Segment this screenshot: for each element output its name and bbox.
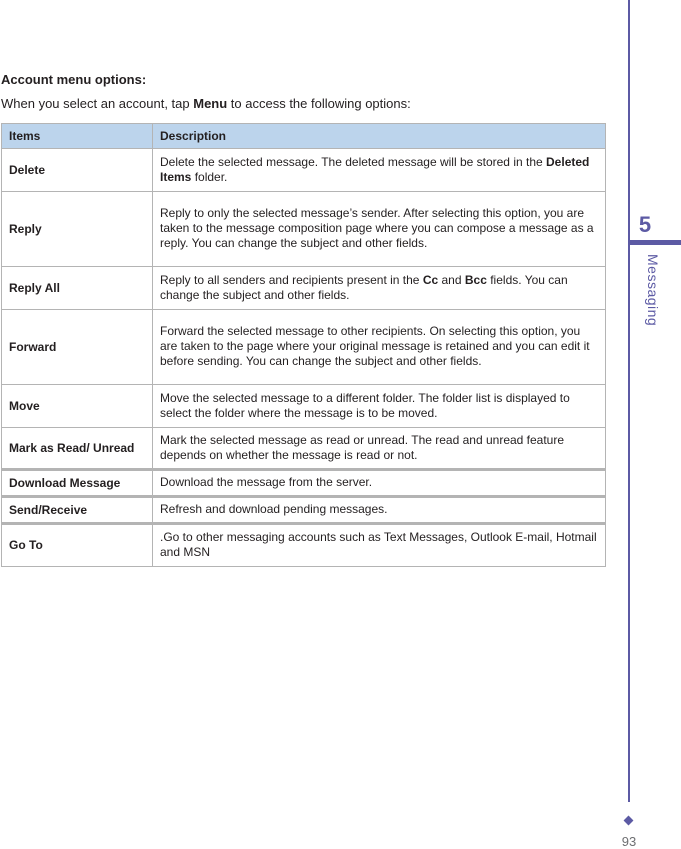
chapter-title: Messaging [645,254,661,327]
description-text: Reply to only the selected message’s sender. After selecting this option, you are taken to the message composition page where you can compose a message as a reply. You can change the subject and other fields. [160,206,594,250]
chapter-number: 5 [638,212,652,237]
description-text: Refresh and download pending messages. [160,502,388,516]
page-number: 93 [621,834,637,849]
menu-options-table [1,123,606,567]
table-row [2,497,606,524]
table-row [2,310,606,385]
table-row [2,524,606,567]
item-cell: Send/Receive [2,497,153,524]
table-row [2,192,606,267]
diamond-icon [624,816,634,826]
side-rule [628,0,630,802]
item-cell: Move [2,385,153,428]
description-cell [153,385,606,428]
item-cell: Reply [2,192,153,267]
description-text: fields. You can change the subject and other fields. [160,272,568,302]
intro-text-start: When you select an account, tap [1,96,194,111]
item-cell: Mark as Read/ Unread [2,428,153,470]
item-cell: Go To [2,524,153,567]
table-body [2,149,606,567]
item-cell: Delete [2,149,153,192]
description-cell [153,149,606,192]
description-emphasis: Cc [422,272,439,287]
description-text: Delete the selected message. The deleted message will be stored in the [160,154,547,169]
description-cell [153,310,606,385]
table-header-row [2,124,606,149]
item-cell: Reply All [2,267,153,310]
description-text: Download the message from the server. [160,475,373,489]
item-cell: Forward [2,310,153,385]
intro-text-end: to access the following options: [227,96,411,111]
description-text: Reply to all senders and recipients present in the [160,272,423,287]
description-text: Forward the selected message to other recipients. On selecting this option, you are taken to the page where your original message is retained and you can edit it before sending. You can change the subject and other fields. [160,324,590,368]
items-column-header: Items [2,124,153,149]
description-text: .Go to other messaging accounts such as Text Messages, Outlook E-mail, Hotmail and MSN [160,530,597,559]
table-row [2,470,606,497]
description-cell [153,267,606,310]
intro-paragraph [1,96,411,111]
description-text: and [438,272,465,287]
description-text: folder. [191,169,228,184]
table-row [2,267,606,310]
description-cell [153,524,606,567]
table-row [2,385,606,428]
description-cell [153,497,606,524]
description-cell [153,470,606,497]
description-column-header: Description [153,124,606,149]
table-row [2,149,606,192]
description-cell [153,192,606,267]
description-emphasis: Bcc [464,272,487,287]
menu-keyword: Menu [193,96,228,111]
description-text: Move the selected message to a different folder. The folder list is displayed to select the folder where the message is to be moved. [160,390,570,420]
item-cell: Download Message [2,470,153,497]
table-row [2,428,606,470]
section-heading: Account menu options: [1,72,147,87]
description-text: Mark the selected message as read or unread. The read and unread feature depends on whether the message is read or not. [160,432,565,462]
chapter-tab-bar [630,240,681,245]
description-emphasis: Deleted Items [160,154,590,184]
description-cell [153,428,606,470]
